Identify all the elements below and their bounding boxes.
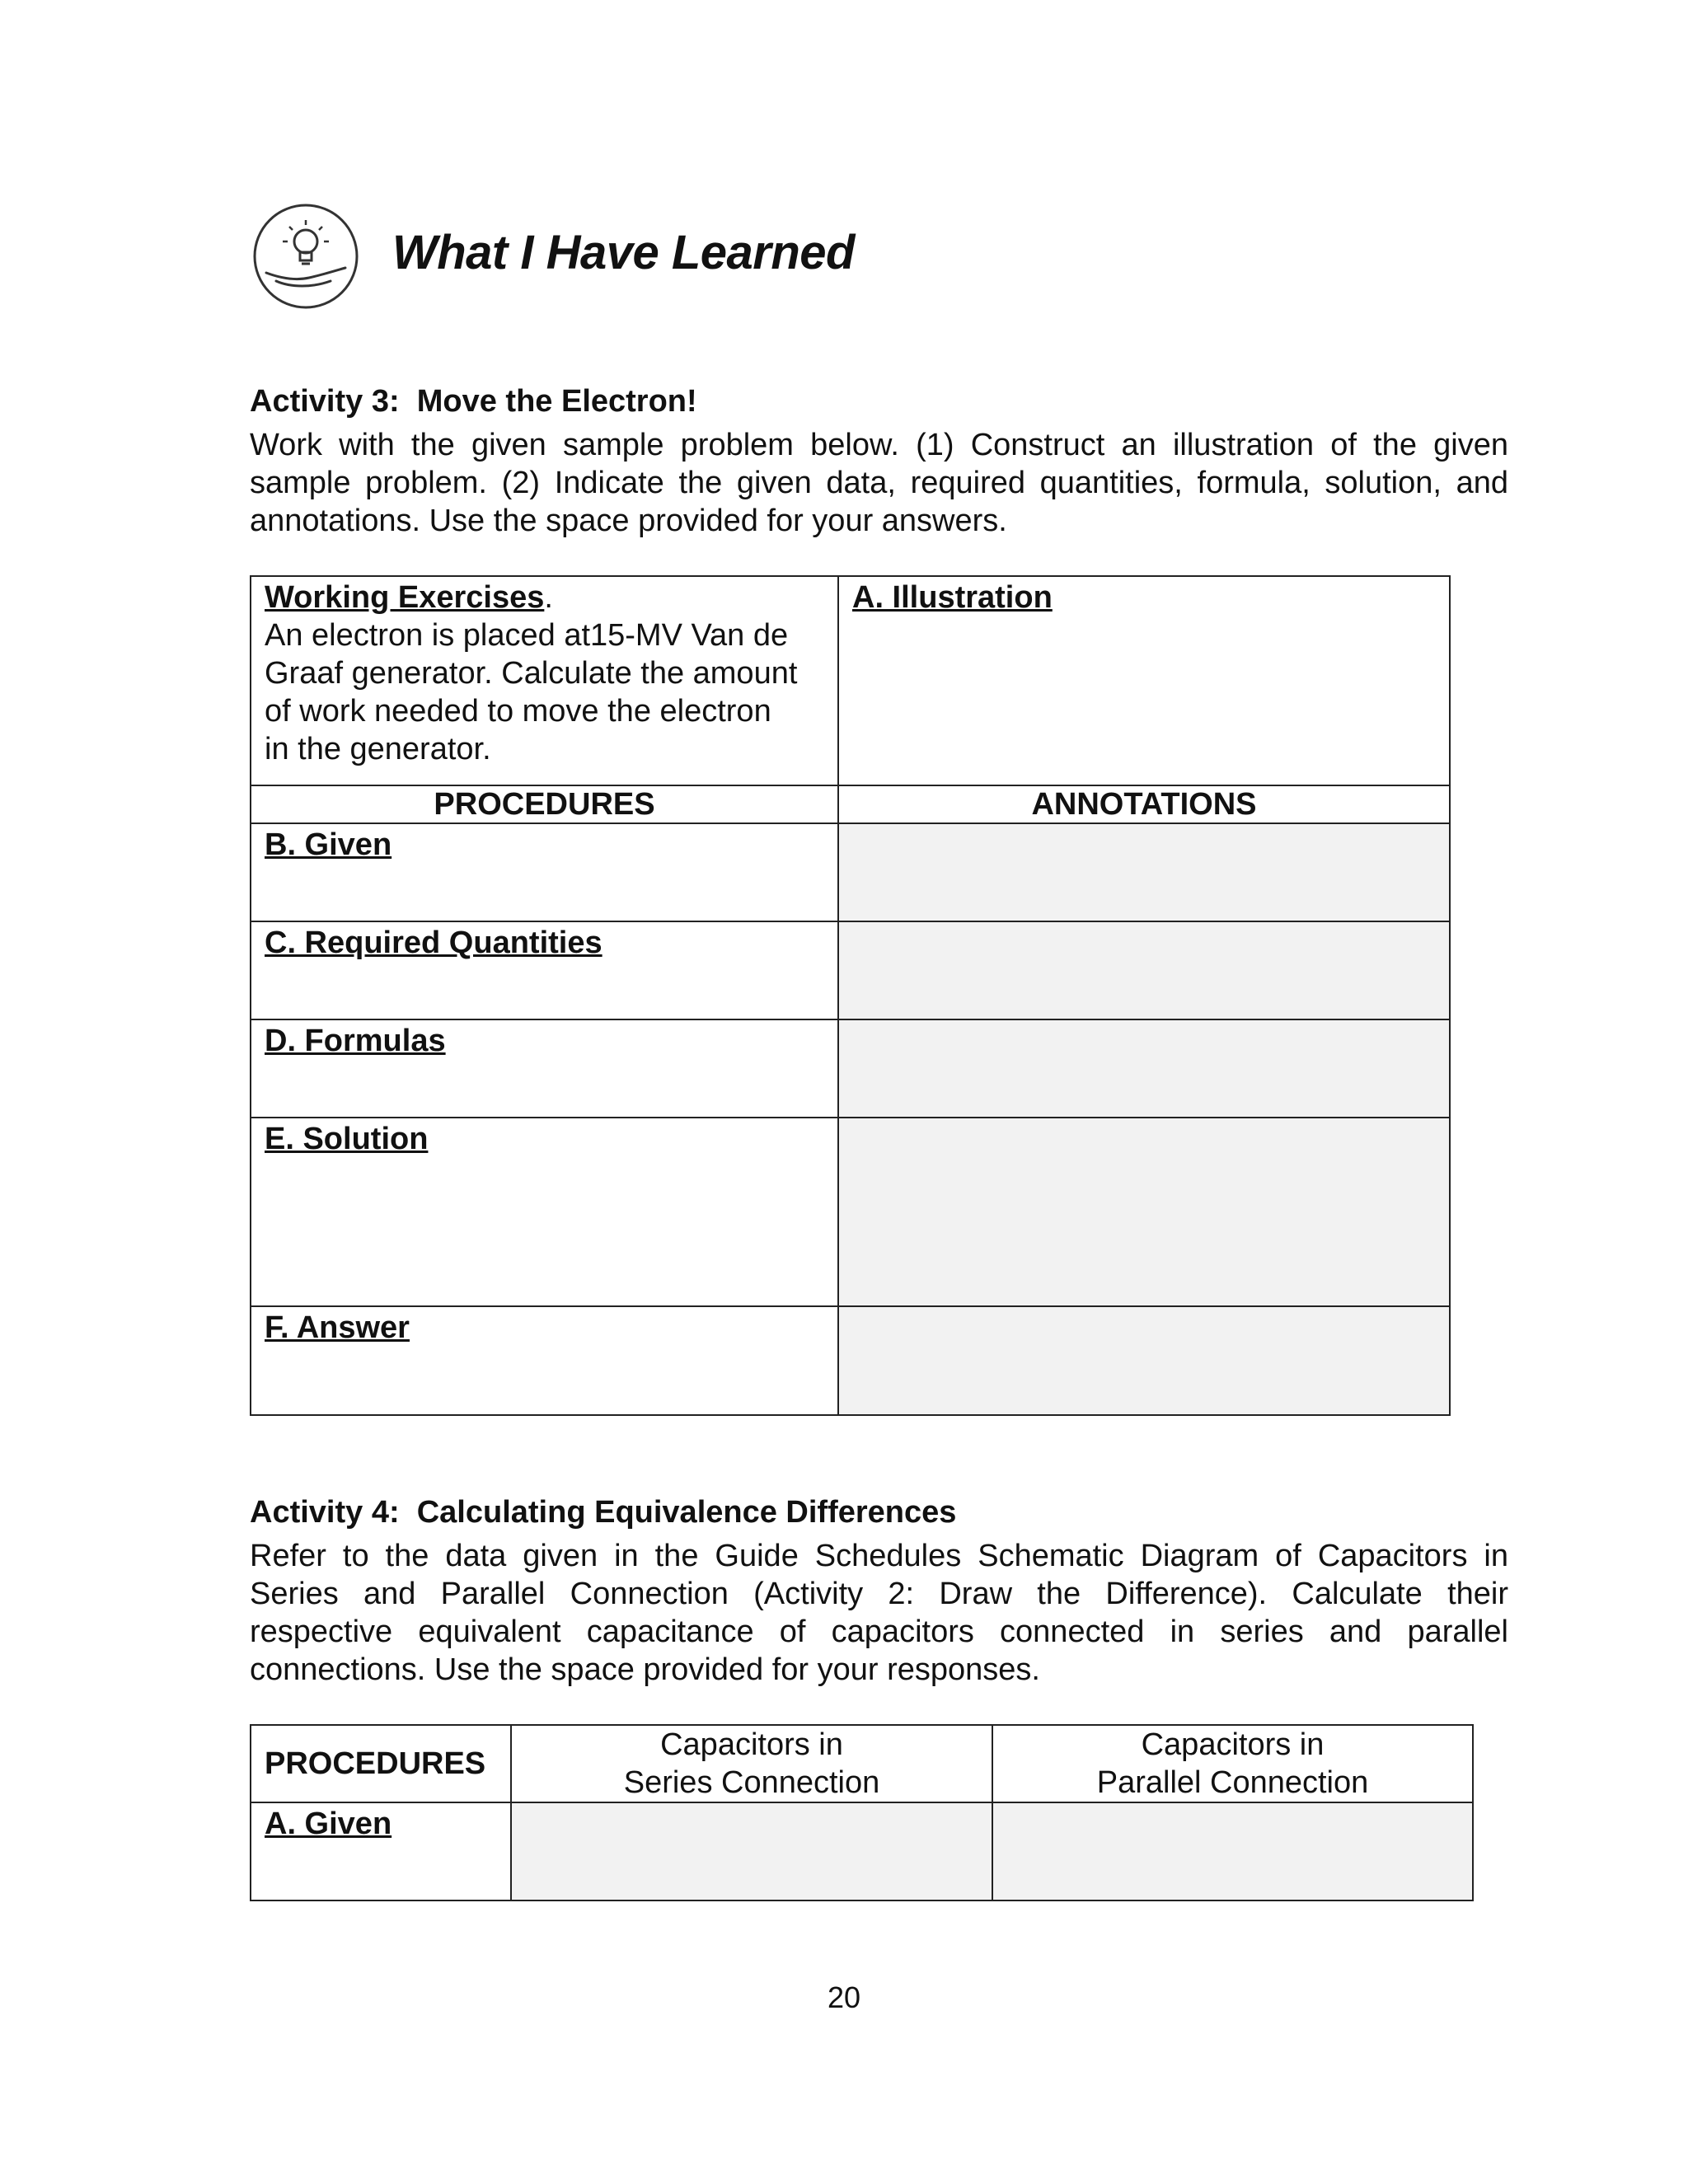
parallel-answer-cell[interactable] bbox=[992, 1802, 1473, 1900]
series-header-line: Series Connection bbox=[512, 1764, 992, 1802]
instruction-line: connections. Use the space provided for your responses. bbox=[250, 1652, 1040, 1687]
row-label: B. Given bbox=[265, 827, 392, 862]
section-title: What I Have Learned bbox=[392, 226, 855, 279]
parallel-header-line: Capacitors in bbox=[993, 1726, 1472, 1764]
procedure-row-solution[interactable] bbox=[251, 1118, 838, 1306]
series-connection-header bbox=[511, 1725, 992, 1802]
exercise-line: An electron is placed at15-MV Van de bbox=[265, 618, 789, 653]
instruction-line: Work with the given sample problem below. (1) Construct an illustration of the given bbox=[250, 428, 1508, 462]
series-header-line: Capacitors in bbox=[512, 1726, 992, 1764]
procedure-row-given[interactable] bbox=[251, 1802, 511, 1900]
procedures-header: PROCEDURES bbox=[251, 785, 838, 823]
exercise-cell bbox=[251, 576, 838, 785]
annotation-cell-formulas[interactable] bbox=[838, 1019, 1450, 1118]
activity-3-title: Activity 3: Move the Electron! bbox=[250, 384, 697, 419]
row-label: F. Answer bbox=[265, 1310, 410, 1345]
page-number: 20 bbox=[827, 1980, 861, 2014]
instruction-line: Refer to the data given in the Guide Schedules Schematic Diagram of Capacitors in bbox=[250, 1539, 1508, 1573]
procedure-row-answer[interactable] bbox=[251, 1306, 838, 1415]
activity-3-instructions bbox=[250, 426, 1508, 540]
procedure-row-given[interactable] bbox=[251, 823, 838, 921]
exercise-heading-period: . bbox=[544, 580, 553, 615]
exercise-line: in the generator. bbox=[265, 732, 491, 766]
activity-4-instructions bbox=[250, 1537, 1508, 1689]
annotation-cell-given[interactable] bbox=[838, 823, 1450, 921]
illustration-cell[interactable] bbox=[838, 576, 1450, 785]
procedures-header: PROCEDURES bbox=[251, 1725, 511, 1802]
activity-4-title: Activity 4: Calculating Equivalence Differences bbox=[250, 1495, 957, 1530]
instruction-line: respective equivalent capacitance of capacitors connected in series and parallel bbox=[250, 1615, 1508, 1649]
instruction-line: annotations. Use the space provided for your answers. bbox=[250, 504, 1007, 538]
exercise-line: Graaf generator. Calculate the amount bbox=[265, 656, 798, 691]
exercise-line: of work needed to move the electron bbox=[265, 694, 771, 729]
instruction-line: sample problem. (2) Indicate the given data, required quantities, formula, solution, and bbox=[250, 466, 1508, 500]
annotation-cell-required-quantities[interactable] bbox=[838, 921, 1450, 1019]
illustration-label: A. Illustration bbox=[852, 580, 1053, 615]
row-label: E. Solution bbox=[265, 1122, 429, 1156]
procedure-row-required-quantities[interactable] bbox=[251, 921, 838, 1019]
activity-4-table bbox=[250, 1724, 1474, 1901]
annotation-cell-solution[interactable] bbox=[838, 1118, 1450, 1306]
series-answer-cell[interactable] bbox=[511, 1802, 992, 1900]
activity-3-table bbox=[250, 575, 1451, 1416]
row-label: C. Required Quantities bbox=[265, 926, 603, 960]
row-label: D. Formulas bbox=[265, 1024, 446, 1058]
lightbulb-in-hand-icon bbox=[251, 202, 360, 311]
instruction-line: Series and Parallel Connection (Activity 2: Draw the Difference). Calculate their bbox=[250, 1577, 1508, 1611]
parallel-header-line: Parallel Connection bbox=[993, 1764, 1472, 1802]
parallel-connection-header bbox=[992, 1725, 1473, 1802]
exercise-heading: Working Exercises bbox=[265, 580, 545, 615]
procedure-row-formulas[interactable] bbox=[251, 1019, 838, 1118]
row-label: A. Given bbox=[265, 1807, 392, 1841]
annotations-header: ANNOTATIONS bbox=[838, 785, 1450, 823]
annotation-cell-answer[interactable] bbox=[838, 1306, 1450, 1415]
